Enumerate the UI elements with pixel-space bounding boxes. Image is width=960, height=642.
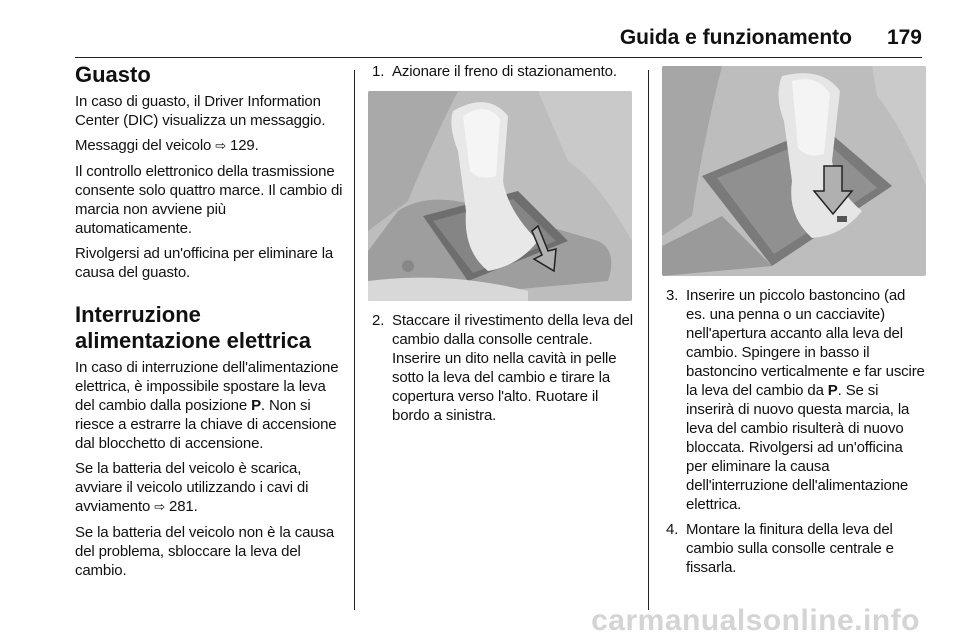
- step-3-number: 3.: [666, 287, 679, 304]
- column-divider: [354, 70, 355, 610]
- guasto-paragraph-1: In caso di guasto, il Driver Information Center (DIC) visualizza un messaggio.: [75, 93, 326, 129]
- interruzione-p1-pre: In caso di interruzione dell'alimentazione elettrica, è impossibile spostare la leva del cambio dalla posizione: [75, 359, 339, 414]
- step-2: [368, 311, 634, 425]
- interruzione-p2-text: Se la batteria del veicolo è scarica, avviare il veicolo utilizzando i cavi di avviamento: [75, 460, 309, 515]
- illustration-gear-lever-cover: [368, 91, 632, 301]
- step-3-text-pre: Inserire un piccolo bastoncino (ad es. una penna o un cacciavite) nell'apertura accanto alla leva del cambio. Spingere in basso il bastoncino verticalmente e far uscire la leva del cambio da: [686, 287, 925, 399]
- step-2-text: Staccare il rivestimento della leva del cambio dalla consolle centrale. Inserire un dito nella cavità in pelle sotto la leva del cambio e tirare la copertura verso l'alto. Ruotare il bordo a sinistra.: [392, 312, 633, 424]
- guasto-paragraph-3: Il controllo elettronico della trasmissione consente solo quattro marce. Il cambio di marcia non avviene più automaticamente.: [75, 163, 343, 237]
- section-title-interruzione: Interruzione alimentazione elettrica: [75, 302, 311, 353]
- page-reference-arrow-icon[interactable]: ⇨: [154, 500, 165, 515]
- page-reference-281[interactable]: 281.: [164, 498, 198, 515]
- watermark: carmanualsonline.info: [591, 604, 920, 637]
- section-title-guasto: Guasto: [75, 62, 151, 87]
- step-4-number: 4.: [666, 521, 679, 538]
- interruzione-p1-post: . Non si riesce a estrarre la chiave di accensione dal blocchetto di accensione.: [75, 397, 337, 452]
- step-1-number: 1.: [372, 63, 385, 80]
- step-1: [368, 62, 634, 81]
- gear-p-label: P: [251, 397, 261, 414]
- step-1-text: Azionare il freno di stazionamento.: [392, 63, 617, 80]
- column-divider: [648, 70, 649, 610]
- interruzione-paragraph-1: [75, 358, 343, 453]
- guasto-paragraph-2-text: Messaggi del veicolo: [75, 137, 216, 154]
- illustration-gear-lever-release: [662, 66, 926, 276]
- interruzione-paragraph-3: Se la batteria del veicolo non è la causa del problema, sbloccare la leva del cambio.: [75, 524, 335, 579]
- page-reference-arrow-icon[interactable]: ⇨: [215, 139, 227, 154]
- step-2-number: 2.: [372, 312, 385, 329]
- header-rule: [75, 57, 922, 58]
- page-reference-129[interactable]: 129.: [226, 137, 259, 154]
- step-3: [662, 286, 926, 514]
- step-3-text: [686, 287, 925, 513]
- column-right: [662, 62, 926, 583]
- step-3-text-post: . Se si inserirà di nuovo questa marcia, la leva del cambio risulterà di nuovo bloccata. Rivolgersi ad un'officina per eliminare la causa dell'interruzione dell'alimentazione elettrica.: [686, 382, 910, 513]
- gear-p-label: P: [827, 382, 838, 399]
- guasto-paragraph-2: [75, 136, 343, 156]
- guasto-paragraph-4: Rivolgersi ad un'officina per eliminare la causa del guasto.: [75, 245, 334, 281]
- running-header-title: Guida e funzionamento: [619, 26, 852, 49]
- column-left: [75, 62, 343, 586]
- interruzione-paragraph-2: [75, 459, 343, 517]
- page-number: 179: [886, 26, 922, 49]
- column-middle: [368, 62, 634, 431]
- step-4-text: Montare la finitura della leva del cambio sulla consolle centrale e fissarla.: [686, 521, 894, 576]
- step-4: [662, 520, 926, 577]
